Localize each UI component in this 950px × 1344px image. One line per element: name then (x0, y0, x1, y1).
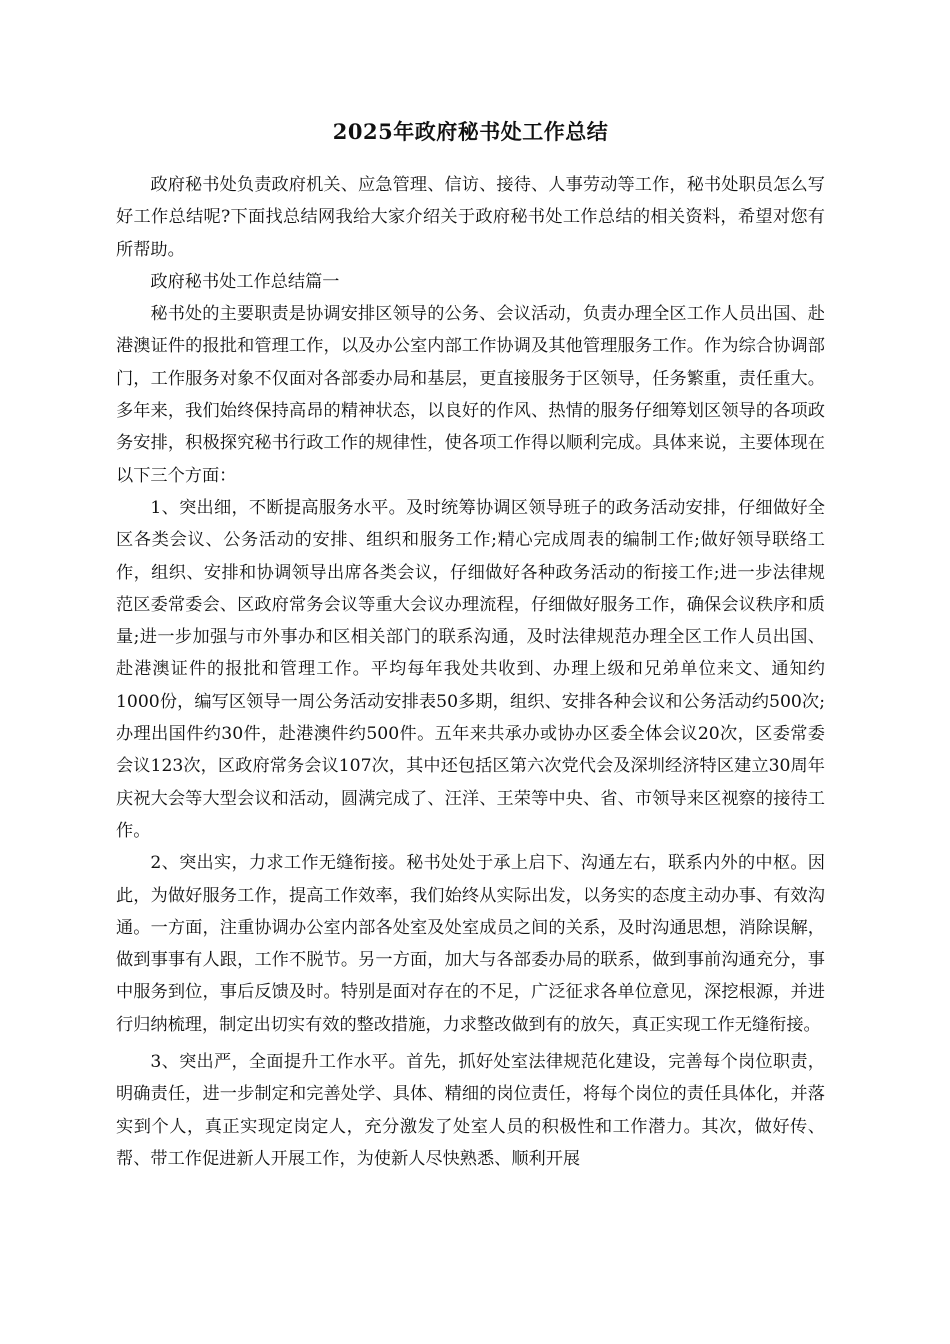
section-heading: 政府秘书处工作总结篇一 (150, 271, 340, 292)
body-paragraph-duties: 秘书处的主要职责是协调安排区领导的公务、会议活动，负责办理全区工作人员出国、赴港澳证件的报批和管理工作，以及办公室内部工作协调及其他管理服务工作。作为综合协调部门，工作服务对象不仅面对各部委办局和基层，更直接服务于区领导，任务繁重，责任重大。多年来，我们始终保持高昂的精神状态，以良好的作风、热情的服务仔细筹划区领导的各项政务安排，积极探究秘书行政工作的规律性，使各项工作得以顺利完成。具体来说，主要体现在以下三个方面： (116, 304, 825, 486)
document-title: 2025年政府秘书处工作总结 (332, 119, 609, 144)
body-paragraph-point-1: 1、突出细，不断提高服务水平。及时统筹协调区领导班子的政务活动安排，仔细做好全区各类会议、公务活动的安排、组织和服务工作;精心完成周表的编制工作;做好领导联络工作，组织、安排和协调领导出席各类会议，仔细做好各种政务活动的衔接工作;进一步法律规范区委常委会、区政府常务会议等重大会议办理流程，仔细做好服务工作，确保会议秩序和质量;进一步加强与市外事办和区相关部门的联系沟通，及时法律规范办理全区工作人员出国、赴港澳证件的报批和管理工作。平均每年我处共收到、办理上级和兄弟单位来文、通知约1000份，编写区领导一周公务活动安排表50多期，组织、安排各种会议和公务活动约500次;办理出国件约30件，赴港澳件约500件。五年来共承办或协办区委全体会议20次，区委常委会议123次，区政府常务会议107次，其中还包括区第六次党代会及深圳经济特区建立30周年庆祝大会等大型会议和活动，圆满完成了、汪洋、王荣等中央、省、市领导来区视察的接待工作。 (116, 497, 825, 841)
body-paragraph-point-2: 2、突出实，力求工作无缝衔接。秘书处处于承上启下、沟通左右，联系内外的中枢。因此，为做好服务工作，提高工作效率，我们始终从实际出发，以务实的态度主动办事、有效沟通。一方面，注重协调办公室内部各处室及处室成员之间的关系，及时沟通思想，消除误解，做到事事有人跟，工作不脱节。另一方面，加大与各部委办局的联系，做到事前沟通充分，事中服务到位，事后反馈及时。特别是面对存在的不足，广泛征求各单位意见，深挖根源，并进行归纳梳理，制定出切实有效的整改措施，力求整改做到有的放矢，真正实现工作无缝衔接。 (116, 853, 825, 1035)
body-paragraph-point-3: 3、突出严，全面提升工作水平。首先，抓好处室法律规范化建设，完善每个岗位职责，明确责任，进一步制定和完善处学、具体、精细的岗位责任，将每个岗位的责任具体化，并落实到个人，真正实现定岗定人，充分激发了处室人员的积极性和工作潜力。其次，做好传、帮、带工作促进新人开展工作，为使新人尽快熟悉、顺利开展 (116, 1052, 825, 1169)
intro-paragraph: 政府秘书处负责政府机关、应急管理、信访、接待、人事劳动等工作，秘书处职员怎么写好工作总结呢?下面找总结网我给大家介绍关于政府秘书处工作总结的相关资料，希望对您有所帮助。 (116, 175, 825, 260)
